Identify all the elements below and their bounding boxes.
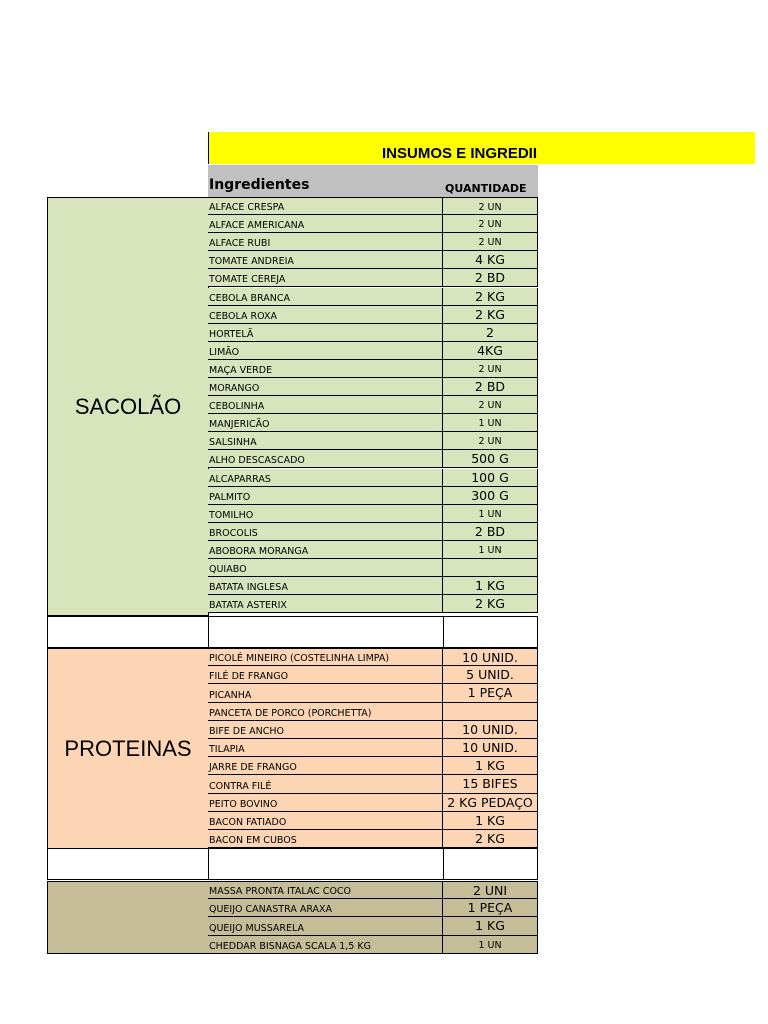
quantity-cell[interactable]: 1 UN	[443, 541, 538, 558]
blank-cell	[443, 848, 538, 880]
category-cell: SACOLÃO	[47, 197, 209, 616]
quantity-cell[interactable]: 1 KG	[443, 812, 538, 829]
table-row	[208, 450, 538, 468]
table-row	[208, 899, 538, 917]
ingredient-cell[interactable]: MAÇA VERDE	[208, 360, 443, 377]
table-row	[208, 648, 538, 666]
quantity-cell[interactable]: 2 UN	[443, 432, 538, 449]
quantity-cell[interactable]: 2 UN	[443, 396, 538, 413]
ingredient-cell[interactable]: CONTRA FILÉ	[208, 775, 443, 792]
table-row	[208, 469, 538, 487]
ingredient-cell[interactable]: PICANHA	[208, 684, 443, 701]
table-row	[208, 306, 538, 324]
quantity-cell[interactable]: 500 G	[443, 450, 538, 467]
blank-cell	[47, 616, 209, 648]
ingredient-cell[interactable]: ABOBORA MORANGA	[208, 541, 443, 558]
header-ingredients: Ingredientes	[209, 177, 310, 193]
quantity-cell[interactable]: 2 BD	[443, 269, 538, 286]
ingredient-cell[interactable]: ALFACE CRESPA	[208, 198, 443, 214]
quantity-cell[interactable]: 2	[443, 324, 538, 341]
quantity-cell[interactable]: 1 KG	[443, 917, 538, 934]
quantity-cell[interactable]: 1 UN	[443, 936, 538, 953]
ingredient-cell[interactable]: ALFACE AMERICANA	[208, 215, 443, 232]
table-row	[208, 396, 538, 414]
table-row	[208, 917, 538, 935]
table-row	[208, 775, 538, 793]
ingredient-cell[interactable]: MASSA PRONTA ITALAC COCO	[208, 882, 443, 898]
quantity-cell[interactable]: 2 KG	[443, 288, 538, 305]
ingredient-cell[interactable]: SALSINHA	[208, 432, 443, 449]
table-row	[208, 739, 538, 757]
table-row	[208, 505, 538, 523]
blank-cell	[443, 616, 538, 648]
quantity-cell[interactable]: 2 UNI	[443, 882, 538, 898]
ingredient-cell[interactable]: BATATA ASTERIX	[208, 595, 443, 612]
category-cell	[47, 881, 209, 954]
quantity-cell[interactable]: 1 UN	[443, 414, 538, 431]
ingredient-cell[interactable]: HORTELÃ	[208, 324, 443, 341]
table-row	[208, 830, 538, 848]
table-row	[208, 812, 538, 830]
ingredient-cell[interactable]: JARRE DE FRANGO	[208, 757, 443, 774]
quantity-cell[interactable]: 15 BIFES	[443, 775, 538, 792]
table-row	[208, 197, 538, 215]
quantity-cell[interactable]: 10 UNID.	[443, 739, 538, 756]
table-row	[208, 666, 538, 684]
ingredient-cell[interactable]: ALHO DESCASCADO	[208, 450, 443, 467]
ingredient-cell[interactable]: BIFE DE ANCHO	[208, 721, 443, 738]
ingredient-cell[interactable]: CEBOLA ROXA	[208, 306, 443, 323]
ingredient-cell[interactable]: BACON EM CUBOS	[208, 830, 443, 847]
table-row	[208, 757, 538, 775]
quantity-cell[interactable]: 2 UN	[443, 198, 538, 214]
quantity-cell[interactable]: 10 UNID.	[443, 721, 538, 738]
table-row	[208, 324, 538, 342]
table-row	[208, 595, 538, 613]
ingredient-cell[interactable]: PEITO BOVINO	[208, 794, 443, 811]
ingredient-cell[interactable]: QUEIJO MUSSARELA	[208, 917, 443, 934]
column-header-row	[208, 165, 538, 197]
table-row	[208, 251, 538, 269]
ingredient-cell[interactable]: LIMÃO	[208, 342, 443, 359]
quantity-cell[interactable]: 2 KG	[443, 306, 538, 323]
ingredient-cell[interactable]: TILAPIA	[208, 739, 443, 756]
blank-cell	[208, 616, 444, 648]
quantity-cell[interactable]: 1 KG	[443, 757, 538, 774]
quantity-cell[interactable]: 100 G	[443, 469, 538, 486]
quantity-cell[interactable]: 2 UN	[443, 360, 538, 377]
ingredient-cell[interactable]: PANCETA DE PORCO (PORCHETTA)	[208, 703, 443, 720]
quantity-cell[interactable]: 2 BD	[443, 523, 538, 540]
table-row	[208, 936, 538, 954]
table-row	[208, 215, 538, 233]
table-row	[208, 794, 538, 812]
table-row	[208, 523, 538, 541]
quantity-cell[interactable]: 2 BD	[443, 378, 538, 395]
table-row	[208, 269, 538, 287]
table-row	[208, 360, 538, 378]
ingredient-cell[interactable]: PALMITO	[208, 487, 443, 504]
quantity-cell[interactable]: 300 G	[443, 487, 538, 504]
ingredient-cell[interactable]: BATATA INGLESA	[208, 577, 443, 594]
blank-cell	[47, 848, 209, 880]
table-row	[208, 378, 538, 396]
quantity-cell[interactable]: 2 KG PEDAÇO	[443, 794, 538, 811]
quantity-cell[interactable]	[443, 703, 538, 720]
table-row	[208, 721, 538, 739]
quantity-cell[interactable]: 2 KG	[443, 595, 538, 612]
quantity-cell[interactable]: 5 UNID.	[443, 666, 538, 683]
ingredient-cell[interactable]: CEBOLINHA	[208, 396, 443, 413]
ingredient-cell[interactable]: CEBOLA BRANCA	[208, 288, 443, 305]
ingredient-cell[interactable]: MANJERICÃO	[208, 414, 443, 431]
quantity-cell[interactable]	[443, 559, 538, 576]
ingredient-cell[interactable]: QUEIJO CANASTRA ARAXA	[208, 899, 443, 916]
ingredient-cell[interactable]: QUIABO	[208, 559, 443, 576]
ingredient-cell[interactable]: ALCAPARRAS	[208, 469, 443, 486]
quantity-cell[interactable]: 1 PEÇA	[443, 684, 538, 701]
ingredient-cell[interactable]: MORANGO	[208, 378, 443, 395]
ingredient-cell[interactable]: TOMILHO	[208, 505, 443, 522]
sheet-title-band	[208, 132, 755, 164]
table-row	[208, 684, 538, 702]
table-row	[208, 541, 538, 559]
ingredient-cell[interactable]: TOMATE ANDREIA	[208, 251, 443, 268]
ingredient-cell[interactable]: ALFACE RUBI	[208, 233, 443, 250]
table-row	[208, 414, 538, 432]
table-row	[208, 703, 538, 721]
ingredient-cell[interactable]: BROCOLIS	[208, 523, 443, 540]
table-row	[208, 342, 538, 360]
table-row	[208, 432, 538, 450]
sheet-title: INSUMOS E INGREDII	[382, 145, 538, 162]
table-row	[208, 487, 538, 505]
ingredient-cell[interactable]: TOMATE CEREJA	[208, 269, 443, 286]
quantity-cell[interactable]: 1 UN	[443, 505, 538, 522]
quantity-cell[interactable]: 4 KG	[443, 251, 538, 268]
table-row	[208, 881, 538, 899]
quantity-cell[interactable]: 10 UNID.	[443, 649, 538, 665]
ingredient-cell[interactable]: CHEDDAR BISNAGA SCALA 1,5 KG	[208, 936, 443, 953]
quantity-cell[interactable]: 2 KG	[443, 830, 538, 847]
table-row	[208, 559, 538, 577]
quantity-cell[interactable]: 4KG	[443, 342, 538, 359]
quantity-cell[interactable]: 2 UN	[443, 215, 538, 232]
table-row	[208, 233, 538, 251]
quantity-cell[interactable]: 2 UN	[443, 233, 538, 250]
ingredient-cell[interactable]: BACON FATIADO	[208, 812, 443, 829]
table-row	[208, 288, 538, 306]
category-cell: PROTEINAS	[47, 648, 209, 849]
header-quantity: QUANTIDADE	[445, 182, 527, 195]
quantity-cell[interactable]: 1 KG	[443, 577, 538, 594]
blank-cell	[208, 848, 444, 880]
quantity-cell[interactable]: 1 PEÇA	[443, 899, 538, 916]
table-row	[208, 577, 538, 595]
ingredient-cell[interactable]: FILÉ DE FRANGO	[208, 666, 443, 683]
ingredient-cell[interactable]: PICOLÉ MINEIRO (COSTELINHA LIMPA)	[208, 649, 443, 665]
